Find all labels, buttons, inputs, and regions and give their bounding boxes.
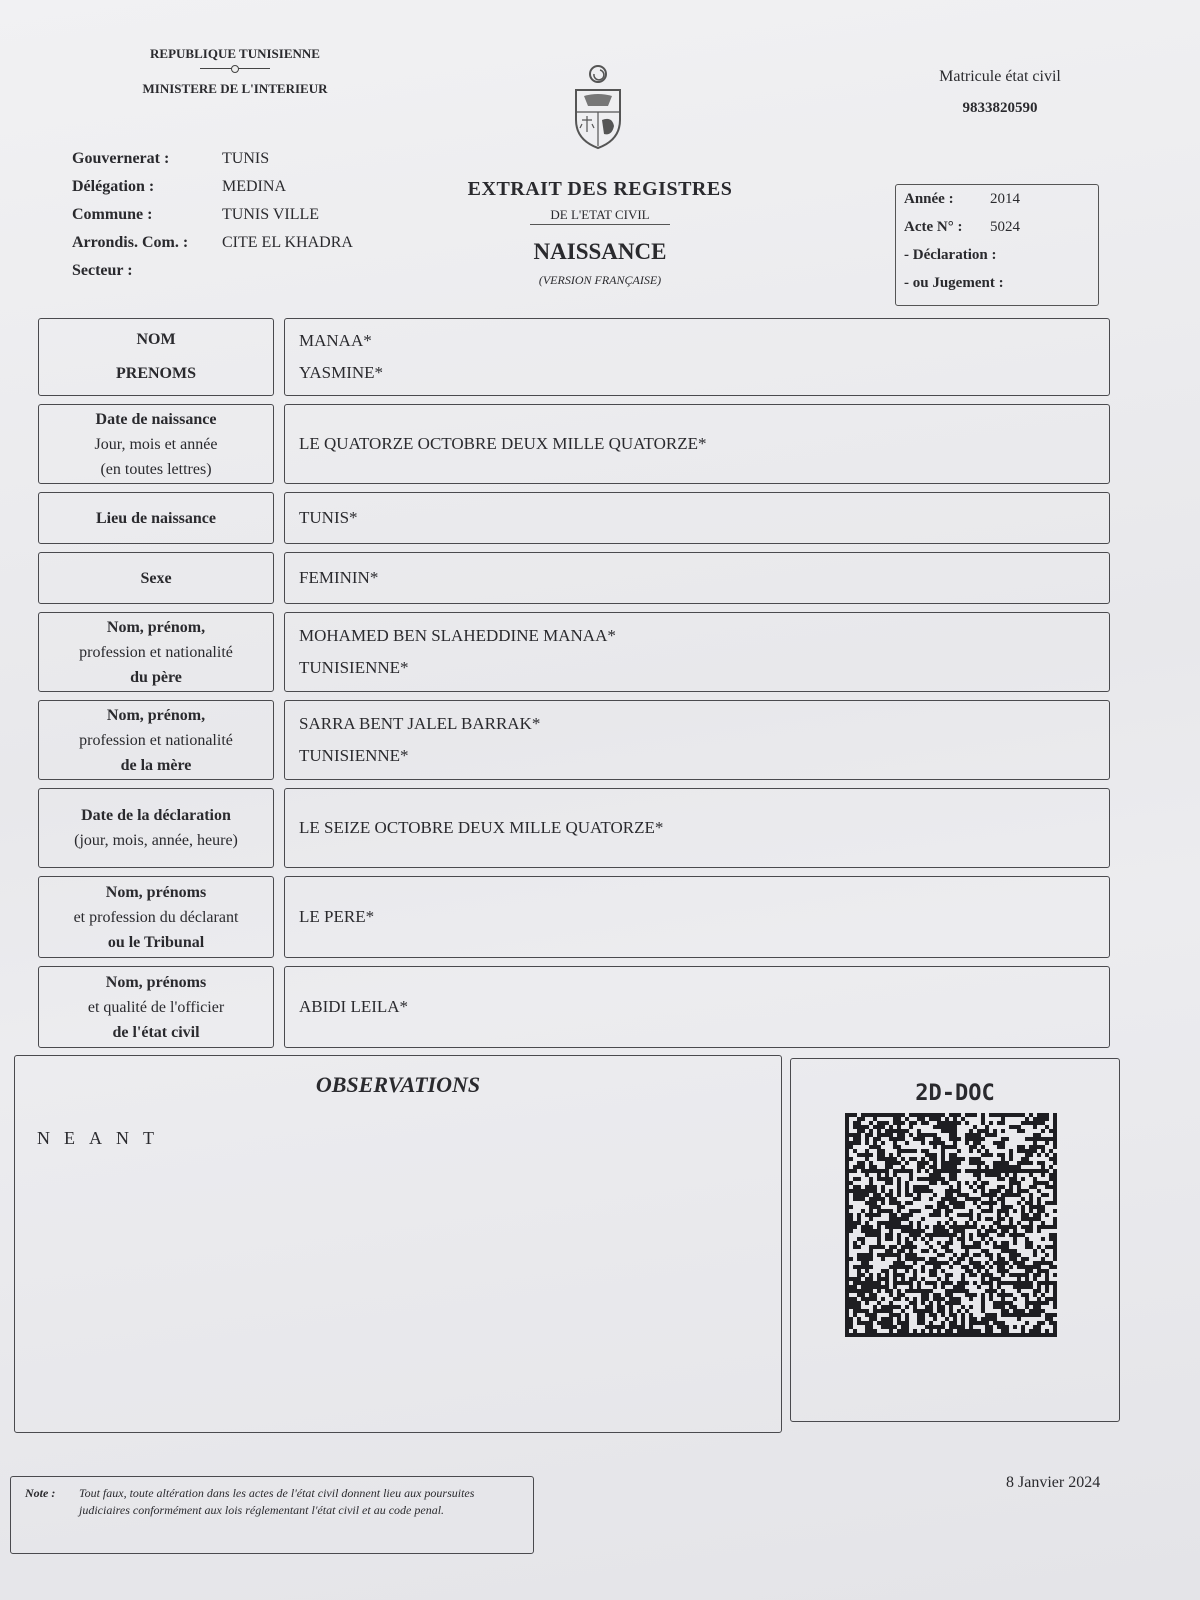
admin-value: CITE EL KHADRA xyxy=(222,234,353,251)
note-label: Note : xyxy=(25,1486,56,1500)
ornament-divider xyxy=(200,68,270,69)
field-label: Sexe xyxy=(38,552,274,604)
matricule-label: Matricule état civil xyxy=(939,68,1061,85)
field-row-date-declaration xyxy=(38,788,1110,868)
admin-label: Secteur : xyxy=(72,262,133,279)
annee-label: Année : xyxy=(904,191,954,207)
field-value: ABIDI LEILA* xyxy=(284,966,1110,1048)
admin-value: TUNIS VILLE xyxy=(222,206,320,223)
field-value: LE PERE* xyxy=(284,876,1110,958)
field-row-mere xyxy=(38,700,1110,780)
acte-box xyxy=(895,184,1099,306)
matricule-value: 9833820590 xyxy=(962,100,1038,116)
legal-note xyxy=(10,1476,534,1554)
field-value: MANAA* YASMINE* xyxy=(284,318,1110,396)
field-label: Nom, prénoms et profession du déclarant ou le Tribunal xyxy=(38,876,274,958)
field-row-sexe xyxy=(38,552,1110,604)
document-title xyxy=(440,178,760,288)
issuer-block xyxy=(110,46,360,97)
title-line-3: NAISSANCE xyxy=(533,239,667,264)
field-value: MOHAMED BEN SLAHEDDINE MANAA* TUNISIENNE* xyxy=(284,612,1110,692)
field-row-pere xyxy=(38,612,1110,692)
admin-value xyxy=(222,262,402,290)
administrative-info xyxy=(72,150,402,290)
field-value: LE SEIZE OCTOBRE DEUX MILLE QUATORZE* xyxy=(284,788,1110,868)
field-value: SARRA BENT JALEL BARRAK* TUNISIENNE* xyxy=(284,700,1110,780)
admin-value: MEDINA xyxy=(222,178,286,195)
field-row-date-naissance xyxy=(38,404,1110,484)
admin-label: Délégation : xyxy=(72,178,155,195)
field-value: LE QUATORZE OCTOBRE DEUX MILLE QUATORZE* xyxy=(284,404,1110,484)
acte-value: 5024 xyxy=(990,219,1020,235)
title-line-1: EXTRAIT DES REGISTRES xyxy=(467,178,733,200)
observations-title: OBSERVATIONS xyxy=(315,1072,481,1097)
field-row-declarant xyxy=(38,876,1110,958)
field-label: Nom, prénoms et qualité de l'officier de l'état civil xyxy=(38,966,274,1048)
ministry-label: MINISTERE DE L'INTERIEUR xyxy=(142,81,328,96)
admin-row-gouvernerat xyxy=(72,150,402,178)
note-text: Tout faux, toute altération dans les actes de l'état civil donnent lieu aux poursuites judiciaires conformément aux lois réglementant l'état civil et au code penal. xyxy=(79,1486,475,1517)
coat-of-arms-icon xyxy=(568,62,628,152)
admin-row-secteur xyxy=(72,262,402,290)
field-label: NOM PRENOMS xyxy=(38,318,274,396)
title-line-4: (VERSION FRANÇAISE) xyxy=(538,273,662,287)
declaration-label: - Déclaration : xyxy=(904,247,997,263)
annee-value: 2014 xyxy=(990,191,1020,207)
admin-label: Commune : xyxy=(72,206,153,223)
field-label: Nom, prénom, profession et nationalité de la mère xyxy=(38,700,274,780)
field-row-officier xyxy=(38,966,1110,1048)
field-row-nom xyxy=(38,318,1110,396)
admin-row-delegation xyxy=(72,178,402,206)
field-value: TUNIS* xyxy=(284,492,1110,544)
2d-doc-label: 2D-DOC xyxy=(915,1081,995,1106)
republic-label: REPUBLIQUE TUNISIENNE xyxy=(150,46,320,61)
admin-value: TUNIS xyxy=(222,150,270,167)
field-label: Date de la déclaration (jour, mois, année, heure) xyxy=(38,788,274,868)
field-label: Date de naissance Jour, mois et année (en toutes lettres) xyxy=(38,404,274,484)
acte-label: Acte N° : xyxy=(904,219,963,235)
issue-date: 8 Janvier 2024 xyxy=(1006,1474,1101,1491)
field-value: FEMININ* xyxy=(284,552,1110,604)
title-line-2: DE L'ETAT CIVIL xyxy=(530,207,669,225)
field-row-lieu-naissance xyxy=(38,492,1110,544)
admin-row-commune xyxy=(72,206,402,234)
field-label: Nom, prénom, profession et nationalité du père xyxy=(38,612,274,692)
field-label: Lieu de naissance xyxy=(38,492,274,544)
jugement-label: - ou Jugement : xyxy=(904,275,1004,291)
admin-label: Gouvernerat : xyxy=(72,150,170,167)
2d-doc-box xyxy=(790,1058,1120,1422)
admin-row-arrondissement xyxy=(72,234,402,262)
admin-label: Arrondis. Com. : xyxy=(72,234,189,251)
matricule-block xyxy=(900,68,1100,117)
observations-text: NEANT xyxy=(37,1128,168,1148)
datamatrix-code-icon xyxy=(845,1113,1057,1337)
observations-box xyxy=(14,1055,782,1433)
